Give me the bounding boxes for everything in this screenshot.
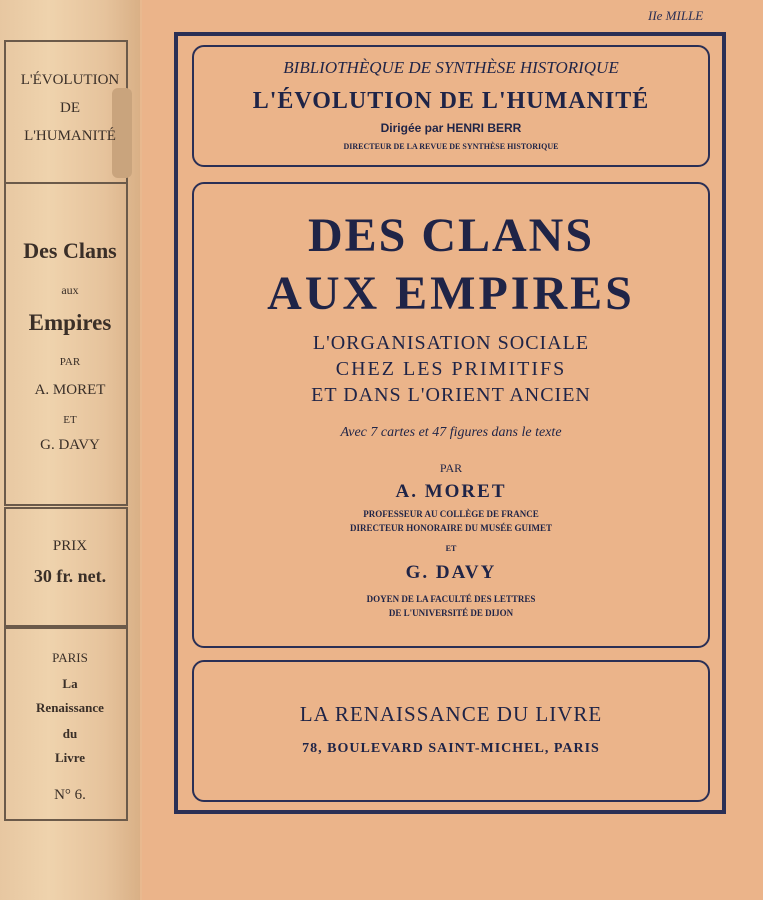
subtitle-line2: CHEZ LES PRIMITIFS (335, 358, 567, 380)
book-title-line2: AUX EMPIRES (267, 267, 635, 320)
publisher-address: 78, BOULEVARD SAINT-MICHEL, PARIS (302, 741, 600, 756)
illustrations-note: Avec 7 cartes et 47 figures dans le texte (340, 425, 562, 440)
spine-prix: PRIX (52, 538, 88, 554)
par-label: PAR (439, 461, 463, 475)
et-label: ET (445, 544, 457, 553)
series-collection: BIBLIOTHÈQUE DE SYNTHÈSE HISTORIQUE (283, 58, 619, 77)
publisher-panel (192, 660, 710, 802)
corner-note: IIe MILLE (648, 8, 704, 23)
publisher-name: LA RENAISSANCE DU LIVRE (299, 702, 603, 726)
spine-title-panel (4, 182, 128, 506)
series-editor-role: DIRECTEUR DE LA REVUE DE SYNTHÈSE HISTORIQUE (343, 142, 559, 151)
subtitle-line1: L'ORGANISATION SOCIALE (312, 332, 590, 354)
book-title-line1: DES CLANS (307, 209, 595, 262)
author2-role2: DE L'UNIVERSITÉ DE DIJON (388, 608, 514, 618)
author1-name: A. MORET (395, 481, 507, 502)
spine-author2: G. DAVY (40, 437, 100, 453)
spine-series-line2: DE (60, 100, 80, 116)
spine-title-line2: aux (61, 283, 79, 297)
spine-number: N° 6. (54, 787, 86, 803)
spine-author1: A. MORET (34, 382, 106, 398)
spine-pub-line4: Livre (54, 750, 86, 765)
spine-par: PAR (59, 356, 81, 368)
spine-pub-line1: La (62, 676, 78, 691)
series-editor: Dirigée par HENRI BERR (380, 121, 522, 135)
spine-et: ET (63, 414, 77, 426)
author2-role1: DOYEN DE LA FACULTÉ DES LETTRES (366, 594, 536, 604)
spine-series-line1: L'ÉVOLUTION (20, 72, 120, 88)
author1-role1: PROFESSEUR AU COLLÈGE DE FRANCE (363, 509, 539, 519)
subtitle-line3: ET DANS L'ORIENT ANCIEN (311, 384, 591, 406)
spine-series-line3: L'HUMANITÉ (24, 128, 116, 144)
spine-title-line3: Empires (28, 310, 112, 335)
spine-city: PARIS (52, 650, 88, 665)
author1-role2: DIRECTEUR HONORAIRE DU MUSÉE GUIMET (349, 523, 553, 533)
book-spine (0, 0, 140, 900)
spine-pub-line3: du (62, 726, 78, 741)
spine-title-line1: Des Clans (23, 238, 117, 263)
author2-name: G. DAVY (405, 562, 497, 583)
spine-pub-line2: Renaissance (36, 700, 104, 715)
series-title: L'ÉVOLUTION DE L'HUMANITÉ (252, 88, 650, 114)
spine-price: 30 fr. net. (33, 566, 107, 586)
